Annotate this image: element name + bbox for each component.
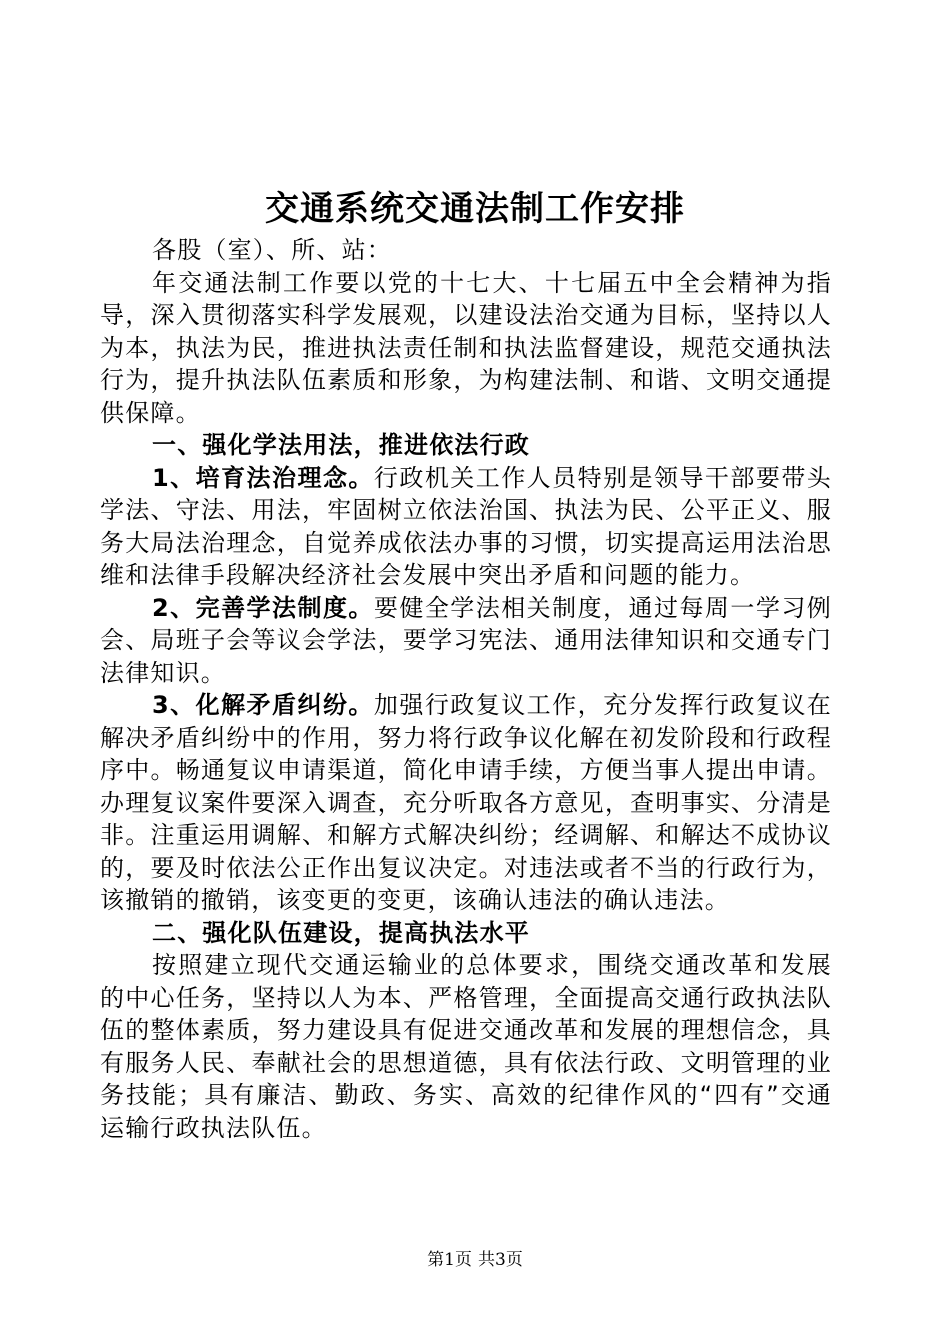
intro-paragraph: 年交通法制工作要以党的十七大、十七届五中全会精神为指导，深入贯彻落实科学发展观，以建设法治交通为目标，坚持以人为本，执法为民，推进执法责任制和执法监督建设，规范交通执法行为，提升执法队伍素质和形象，为构建法制、和谐、文明交通提供保障。 xyxy=(100,268,832,427)
section2-paragraph: 按照建立现代交通运输业的总体要求，围绕交通改革和发展的中心任务，坚持以人为本、严格管理，全面提高交通行政执法队伍的整体素质，努力建设具有促进交通改革和发展的理想信念，具有服务人民、奉献社会的思想道德，具有依法行政、文明管理的业务技能；具有廉洁、勤政、务实、高效的纪律作风的“四有”交通运输行政执法队伍。 xyxy=(100,951,832,1142)
item-lead: 1、培育法治理念。 xyxy=(152,463,374,492)
item-text: 加强行政复议工作，充分发挥行政复议在解决矛盾纠纷中的作用，努力将行政争议化解在初发阶段和行政程序中。畅通复议申请渠道，简化申请手续，方便当事人提出申请。办理复议案件要深入调查，充分听取各方意见，查明事实、分清是非。注重运用调解、和解方式解决纠纷；经调解、和解达不成协议的，要及时依法公正作出复议决定。对违法或者不当的行政行为，该撤销的撤销，该变更的变更，该确认违法的确认违法。 xyxy=(100,691,832,914)
item-text: 行政机关工作人员特别是领导干部要带头学法、守法、用法，牢固树立依法治国、执法为民、公平正义、服务大局法治理念，自觉养成依法办事的习惯，切实提高运用法治思维和法律手段解决经济社会发展中突出矛盾和问题的能力。 xyxy=(100,463,832,589)
section-heading-1: 一、强化学法用法，推进依法行政 xyxy=(152,431,530,459)
item-lead: 2、完善学法制度。 xyxy=(152,593,374,622)
document-title: 交通系统交通法制工作安排 xyxy=(265,189,685,229)
item-lead: 3、化解矛盾纠纷。 xyxy=(152,691,374,719)
document-body xyxy=(100,234,832,1144)
page-footer xyxy=(0,1245,950,1270)
item-text: 要健全学法相关制度，通过每周一学习例会、局班子会等议会学法，要学习宪法、通用法律知识和交通专门法律知识。 xyxy=(100,593,832,687)
salutation: 各股（室）、所、站： xyxy=(152,236,392,264)
section1-item-2 xyxy=(100,592,832,690)
section1-item-1 xyxy=(100,462,832,592)
page-total: 共3页 xyxy=(478,1250,523,1270)
section1-item-3 xyxy=(100,689,832,917)
section-heading-2: 二、强化队伍建设，提高执法水平 xyxy=(152,918,530,947)
page-number: 第1页 xyxy=(427,1250,472,1270)
